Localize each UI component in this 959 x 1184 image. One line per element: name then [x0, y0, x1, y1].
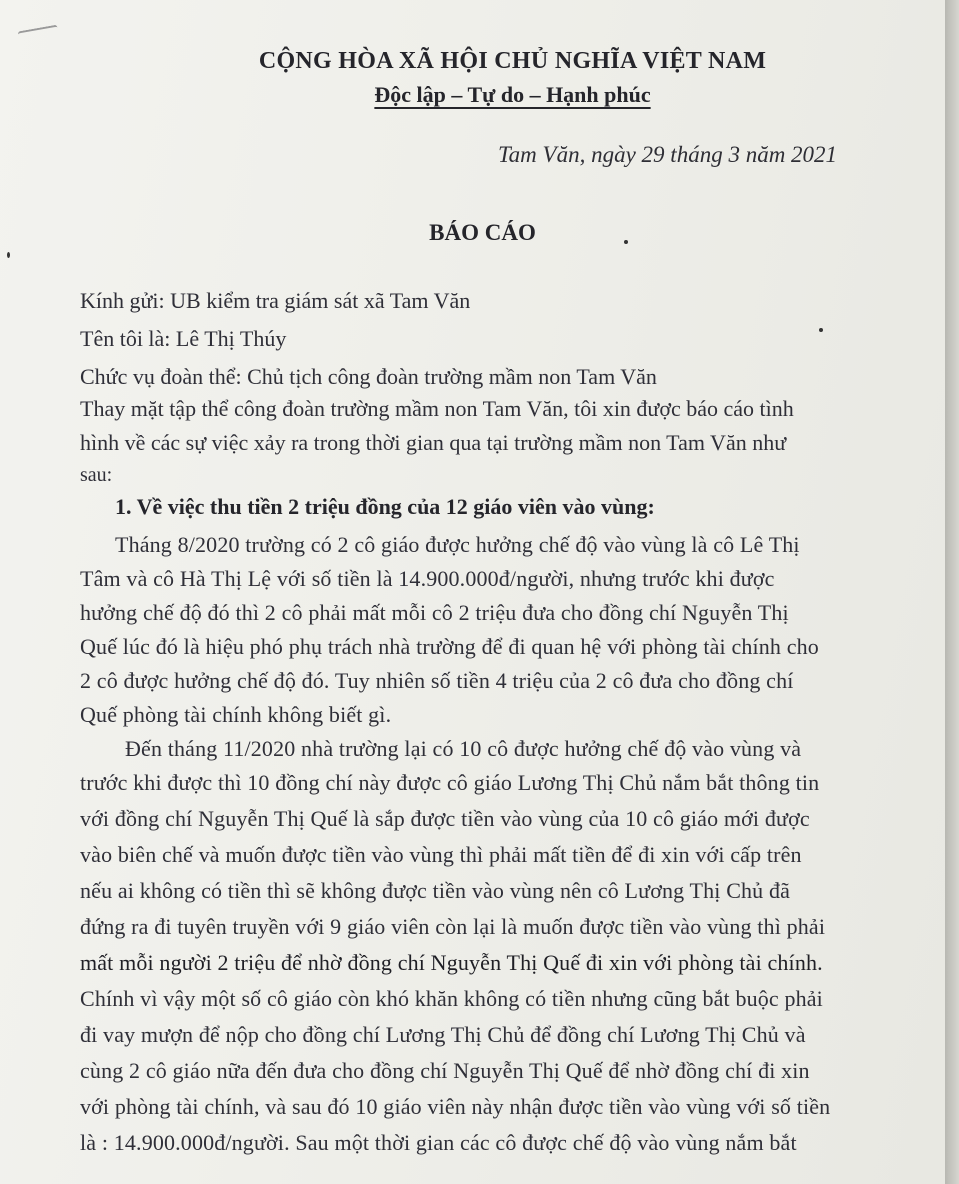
intro-paragraph-line-2: hình về các sự việc xảy ra trong thời gian qua tại trường mầm non Tam Văn như: [80, 430, 787, 455]
body-line: vào biên chế và muốn được tiền vào vùng thì phải mất tiền để đi xin với cấp trên: [80, 842, 802, 867]
staple-mark: [18, 25, 59, 40]
report-title: BÁO CÁO: [429, 220, 536, 245]
ink-speck: [624, 240, 628, 244]
body-line: trước khi được thì 10 đồng chí này được cô giáo Lương Thị Chủ nắm bắt thông tin: [80, 770, 820, 795]
body-line: mất mỗi người 2 triệu để nhờ đồng chí Nguyễn Thị Quế đi xin với phòng tài chính.: [80, 950, 823, 975]
body-line: là : 14.900.000đ/người. Sau một thời gian các cô được chế độ vào vùng nắm bắt: [80, 1130, 797, 1155]
ink-speck: [819, 328, 823, 332]
body-line: 2 cô được hưởng chế độ đó. Tuy nhiên số tiền 4 triệu của 2 cô đưa cho đồng chí: [80, 668, 794, 693]
body-line: Đến tháng 11/2020 nhà trường lại có 10 cô được hưởng chế độ vào vùng và: [125, 736, 802, 761]
body-line: Tâm và cô Hà Thị Lệ với số tiền là 14.900.000đ/người, nhưng trước khi được: [80, 566, 775, 591]
body-line: Chính vì vậy một số cô giáo còn khó khăn không có tiền nhưng cũng bắt buộc phải: [80, 986, 823, 1011]
recipient-line: Kính gửi: UB kiểm tra giám sát xã Tam Văn: [80, 288, 471, 313]
intro-paragraph-line-3: sau:: [80, 464, 113, 486]
body-line: Quế lúc đó là hiệu phó phụ trách nhà trường để đi quan hệ với phòng tài chính cho: [80, 634, 819, 659]
body-line: cùng 2 cô giáo nữa đến đưa cho đồng chí Nguyễn Thị Quế để nhờ đồng chí đi xin: [80, 1058, 810, 1083]
author-position-line: Chức vụ đoàn thể: Chủ tịch công đoàn trường mầm non Tam Văn: [80, 364, 657, 389]
body-line: với phòng tài chính, và sau đó 10 giáo viên này nhận được tiền vào vùng với số tiền: [80, 1094, 831, 1119]
page-edge: [945, 0, 959, 1184]
body-line: hưởng chế độ đó thì 2 cô phải mất mỗi cô 2 triệu đưa cho đồng chí Nguyễn Thị: [80, 600, 789, 625]
body-line: đi vay mượn để nộp cho đồng chí Lương Thị Chủ để đồng chí Lương Thị Chủ và: [80, 1022, 806, 1047]
body-line: Tháng 8/2020 trường có 2 cô giáo được hưởng chế độ vào vùng là cô Lê Thị: [115, 532, 800, 557]
body-line: với đồng chí Nguyễn Thị Quế là sắp được tiền vào vùng của 10 cô giáo mới được: [80, 806, 810, 831]
national-motto: Độc lập – Tự do – Hạnh phúc: [374, 82, 651, 107]
place-and-date: Tam Văn, ngày 29 tháng 3 năm 2021: [498, 142, 838, 167]
national-title: CỘNG HÒA XÃ HỘI CHỦ NGHĨA VIỆT NAM: [258, 48, 767, 74]
section-1-heading: 1. Về việc thu tiền 2 triệu đồng của 12 giáo viên vào vùng:: [115, 494, 655, 519]
author-name-line: Tên tôi là: Lê Thị Thúy: [80, 326, 287, 351]
ink-speck: [7, 252, 10, 258]
intro-paragraph-line-1: Thay mặt tập thể công đoàn trường mầm non Tam Văn, tôi xin được báo cáo tình: [80, 396, 794, 421]
body-line: Quế phòng tài chính không biết gì.: [80, 702, 392, 727]
body-line: nếu ai không có tiền thì sẽ không được tiền vào vùng nên cô Lương Thị Chủ đã: [80, 878, 791, 903]
body-line: đứng ra đi tuyên truyền với 9 giáo viên còn lại là muốn được tiền vào vùng thì phải: [80, 914, 826, 939]
